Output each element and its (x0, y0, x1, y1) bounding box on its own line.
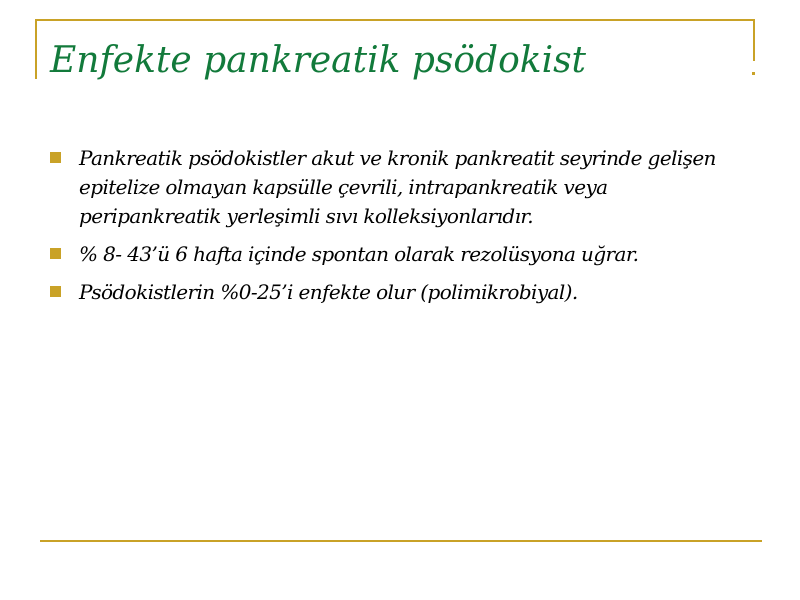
bullet-text: % 8- 43’ü 6 hafta içinde spontan olarak rezolüsyona uğrar. (79, 242, 639, 266)
square-bullet-icon (50, 286, 61, 297)
square-bullet-icon (50, 152, 61, 163)
bullet-item-2 (48, 240, 748, 269)
bullet-list (48, 144, 748, 316)
frame-right-border (753, 19, 755, 61)
bottom-divider (40, 540, 762, 542)
square-bullet-icon (50, 248, 61, 259)
frame-top-border (35, 19, 755, 21)
frame-left-border (35, 19, 37, 79)
bullet-item-3 (48, 278, 748, 307)
slide-title: Enfekte pankreatik psödokist (50, 40, 587, 81)
bullet-text: Pankreatik psödokistler akut ve kronik pankreatit seyrinde gelişen epitelize olmayan kapsülle çevrili, intrapankreatik veya peripankreatik yerleşimli sıvı kolleksiyonlarıdır. (79, 146, 716, 228)
frame-corner-dot (752, 72, 755, 75)
bullet-text: Psödokistlerin %0-25’i enfekte olur (polimikrobiyal). (79, 280, 578, 304)
bullet-item-1 (48, 144, 748, 231)
